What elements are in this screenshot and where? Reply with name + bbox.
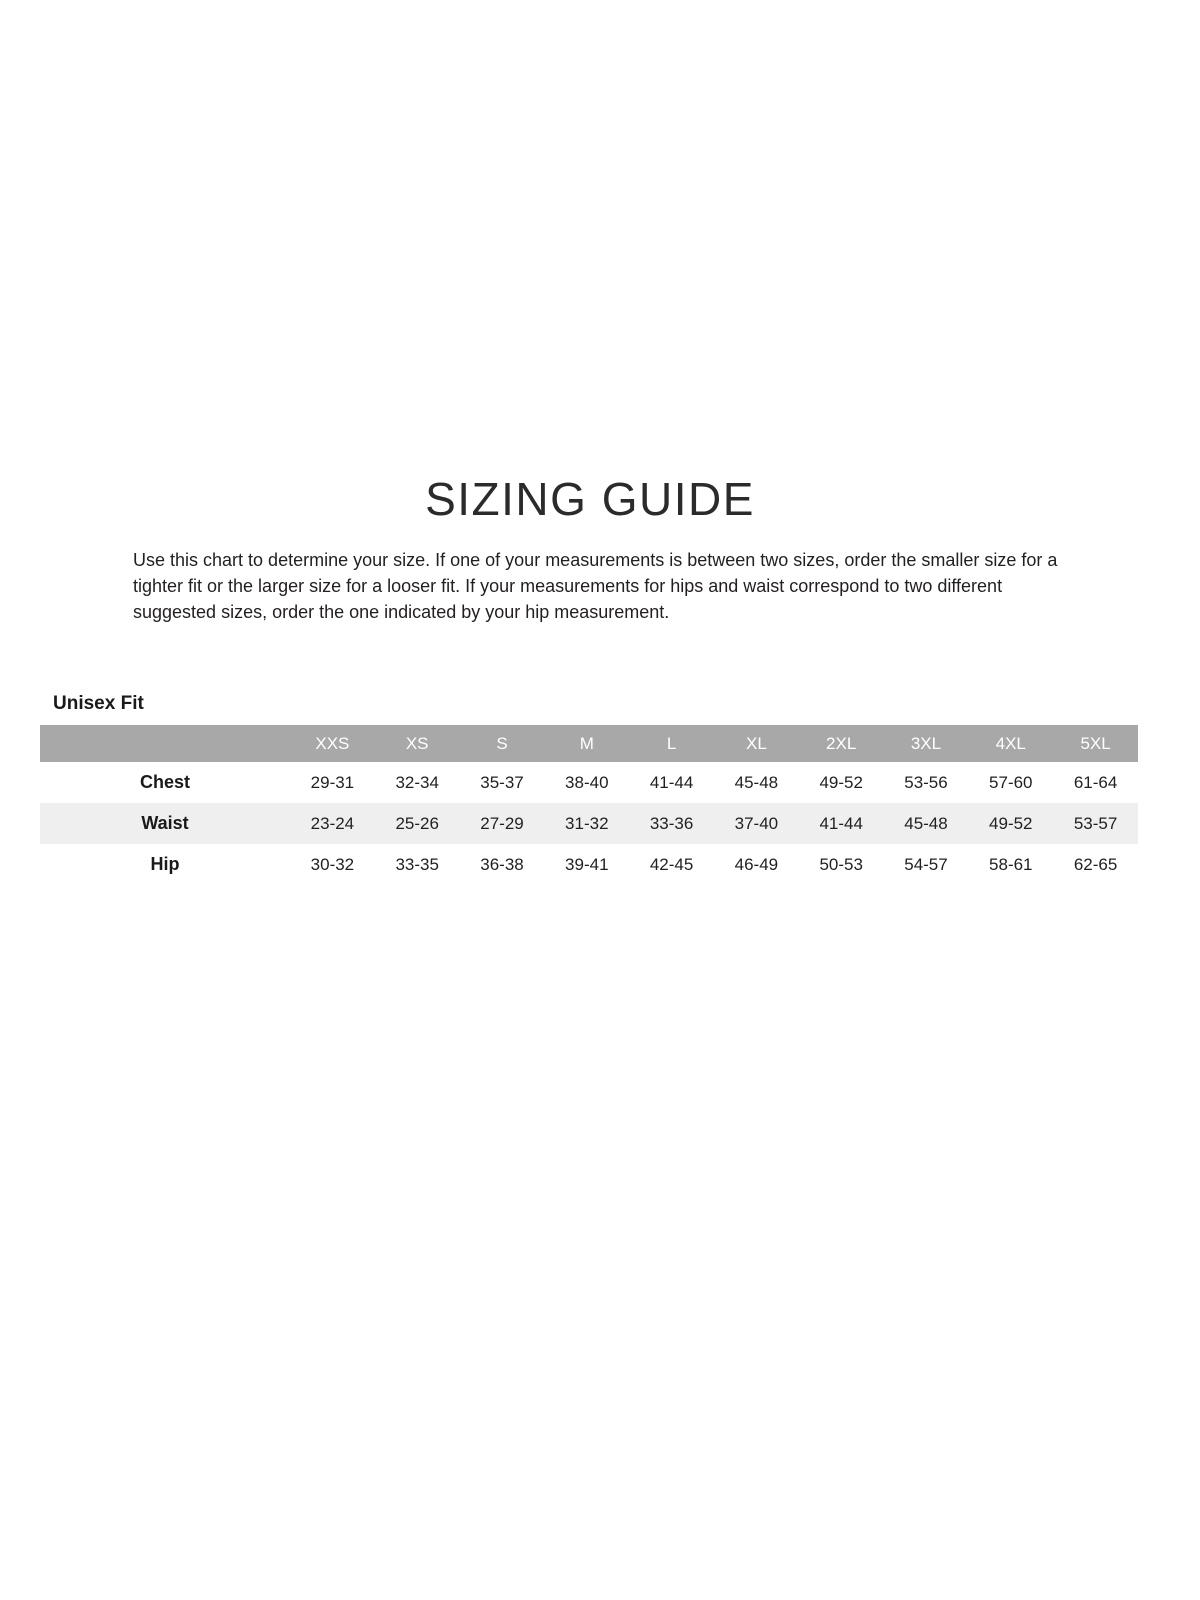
chest-value: 32-34 xyxy=(395,772,439,792)
header-cell-size: XS xyxy=(405,733,429,753)
waist-value: 25-26 xyxy=(395,813,439,833)
hip-value: 39-41 xyxy=(565,854,609,874)
chest-value: 61-64 xyxy=(1073,772,1118,792)
header-cell-size: XL xyxy=(745,733,767,753)
chest-value: 45-48 xyxy=(734,772,779,792)
header-cell-size: M xyxy=(579,733,594,753)
waist-value: 49-52 xyxy=(989,813,1033,833)
header-cell-size: 3XL xyxy=(910,733,942,753)
header-cell-size: 2XL xyxy=(826,733,857,753)
table-row-chest xyxy=(40,762,1138,803)
hip-value: 36-38 xyxy=(480,854,524,874)
hip-value: 42-45 xyxy=(649,854,694,874)
page-title: SIZING GUIDE xyxy=(425,473,755,525)
waist-value: 37-40 xyxy=(734,813,779,833)
chest-value: 49-52 xyxy=(819,772,863,792)
section-heading-unisex-fit: Unisex Fit xyxy=(53,693,144,714)
chest-value: 53-56 xyxy=(904,772,948,792)
row-label-hip: Hip xyxy=(150,854,180,874)
table-row-hip xyxy=(40,844,1138,885)
waist-value: 41-44 xyxy=(819,813,863,833)
chest-value: 57-60 xyxy=(989,772,1033,792)
row-label-waist: Waist xyxy=(141,813,189,833)
header-cell-empty xyxy=(40,725,290,762)
waist-value: 45-48 xyxy=(904,813,948,833)
hip-value: 50-53 xyxy=(819,854,863,874)
hip-value: 33-35 xyxy=(395,854,439,874)
waist-value: 33-36 xyxy=(649,813,694,833)
waist-value: 23-24 xyxy=(310,813,355,833)
header-cell-size: 4XL xyxy=(995,733,1026,753)
hip-value: 30-32 xyxy=(310,854,355,874)
row-label-chest: Chest xyxy=(139,772,190,792)
hip-value: 46-49 xyxy=(734,854,779,874)
header-cell-size: L xyxy=(666,733,677,753)
size-chart-header-row xyxy=(40,725,1138,762)
chest-value: 38-40 xyxy=(565,772,609,792)
header-cell-size: XXS xyxy=(315,733,350,753)
waist-value: 31-32 xyxy=(565,813,609,833)
intro-paragraph: Use this chart to determine your size. If one of your measurements is between two sizes, order the smaller size for a tighter fit or the larger size for a looser fit. If your measurements for hips and waist correspond to two different suggested sizes, order the one indicated by your hip measurement. xyxy=(133,550,1058,622)
chest-value: 29-31 xyxy=(310,772,355,792)
chest-value: 35-37 xyxy=(480,772,524,792)
header-cell-size: 5XL xyxy=(1080,733,1111,753)
hip-value: 54-57 xyxy=(904,854,948,874)
waist-value: 53-57 xyxy=(1073,813,1118,833)
size-chart-table xyxy=(40,725,1138,885)
chest-value: 41-44 xyxy=(649,772,694,792)
header-cell-size: S xyxy=(496,733,508,753)
table-row-waist xyxy=(40,803,1138,844)
waist-value: 27-29 xyxy=(480,813,524,833)
hip-value: 62-65 xyxy=(1073,854,1118,874)
hip-value: 58-61 xyxy=(989,854,1033,874)
